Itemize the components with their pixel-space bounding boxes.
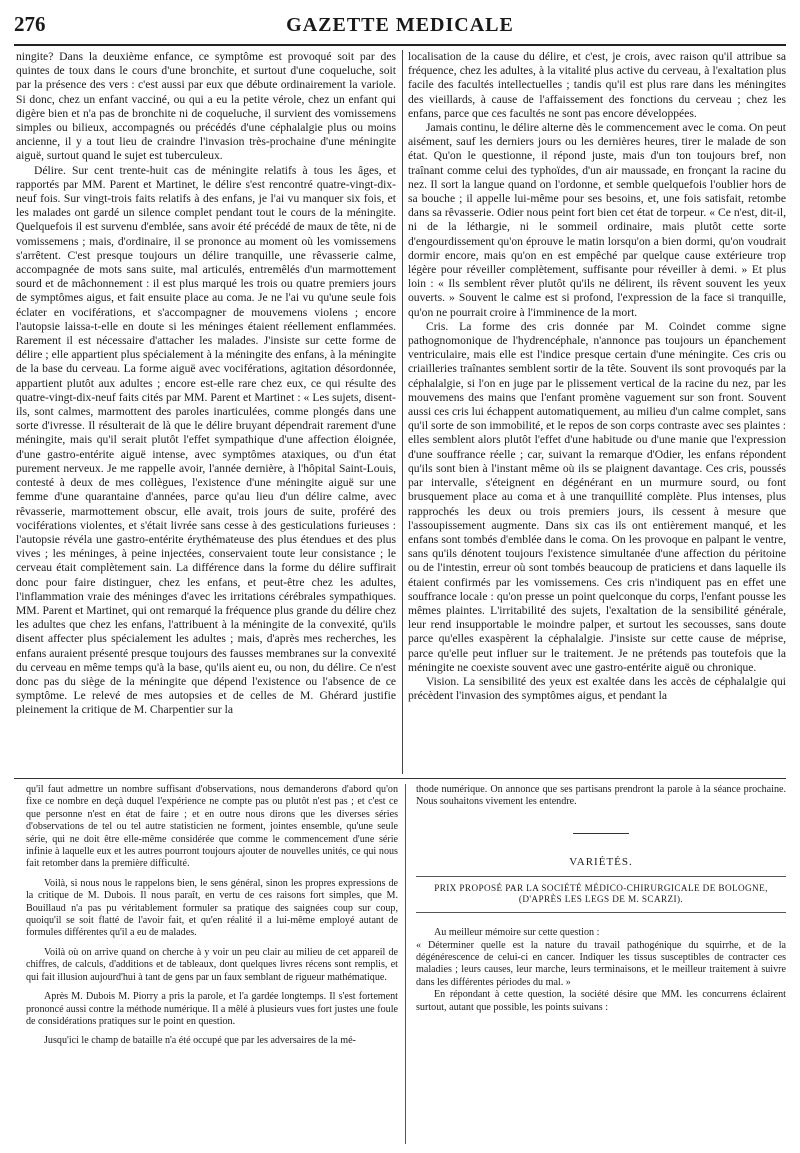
paragraph-statistique: qu'il faut admettre un nombre suffisant d'observations, nous demanderons d'abord qu'on fixe ce nombre en deçà duquel l'expérience ne compte pas ou plutôt n'est pas ; et c'est ce que personne n'est en état de faire ; et en outre nous dirons que les diverses séries d'observations de tel ou tel autre statisticien ne forment, jointes ensemble, qu'une seule série, qui ne doit être elle-même considérée que comme le commencement d'une série infinie à laquelle eux et les autres pourront toujours ajouter de nouvelles unités, ce qui nous fait retomber dans la première difficulté. xyxy=(26,784,398,870)
prize-question: « Déterminer quelle est la nature du travail pathogénique du squirrhe, et de la dégénérescence de celui-ci en cancer. Indiquer les tissus susceptibles de contracter ces maladies ; leurs causes, leur marche, leurs terminaisons, et le meilleur traitement à suivre dans les différentes périodes du mal. » xyxy=(416,939,786,988)
paragraph-cris: Cris. La forme des cris donnée par M. Coindet comme signe pathognomonique de l'hydrencéphale, n'annonce pas toujours un épanchement ventriculaire, mais elle est l'indice presque certain d'une méningite. Ces cris ou criailleries traînantes semblent sortir de la tête. Souvent ils sont provoqués par la céphalalgie, si l'on en juge par le plissement vertical de la racine du nez, par les mouvemens des mains que l'enfant promène vaguement sur son front. Souvent aussi ces cris lui échappent automatiquement, au milieu d'un calme complet, sans qu'il sorte de son immobilité, et le repos de son corps contraste avec ses plaintes : elles semblent alors plutôt l'effet d'une habitude ou d'une manie que l'expression d'une souffrance réelle ; car, suivant la remarque d'Odier, les enfans répondent qu'ils sont bien à l'instant même où ils se plaignent davantage. Ces cris, poussés par intervalle, s'éteignent en dégénérant en un murmure sourd, ou font brusquement place au coma et à une tranquillité complète. Plus intenses, plus rapprochés les deux ou trois premiers jours, ils cessent à mesure que l'assoupissement augmente. Dans six cas ils ont entièrement manqué, et les enfans sont tombés d'emblée dans le coma. On les provoque en palpant le ventre, sans qu'ils dénotent toujours l'existence simultanée d'une affection du péritoine ou de l'intestin, erreur où sont tombés beaucoup de praticiens et dans laquelle ils étaient confirmés par les vomissemens. Ces cris n'indiquent pas en effet une souffrance locale : qu'on presse un point quelconque du corps, l'enfant pousse les mêmes plaintes. L'irritabilité des sujets, l'exaltation de la sensibilité générale, leur rend insupportable le moindre palper, et surtout les secousses, sans doute parce qu'elles exaspèrent la céphalalgie. J'insiste sur cette cause de méprise, parce qu'elle peut influer sur le traitement. Je ne prétends pas toutefois que la méningite ne coexiste souvent avec une gastro-entérite aiguë ou chronique. xyxy=(408,319,786,674)
page-header xyxy=(14,12,786,38)
paragraph-vision: Vision. La sensibilité des yeux est exaltée dans les accès de céphalalgie qui précèdent l'invasion des symptômes aigus, et pendant la xyxy=(408,674,786,703)
right-column xyxy=(408,50,786,774)
header-rule xyxy=(14,44,786,46)
column-divider xyxy=(402,50,403,774)
paragraph-piorry: Après M. Dubois M. Piorry a pris la parole, et l'a gardée longtemps. Il s'est fortement prononcé aussi contre la méthode numérique. Il a mêlé à plusieurs vues fort justes une foule de considérations pratiques sur le point en question. xyxy=(26,991,398,1027)
paragraph-coma: Jamais continu, le délire alterne dès le commencement avec le coma. On peut aisément, sauf les derniers jours ou les dernières heures, tirer le malade de son état. Qu'on le questionne, il répond juste, mais d'un ton toujours bref, non traînant comme celui des typhoïdes, d'un air maussade, en fronçant la racine du nez. Il sort la langue quand on l'ordonne, et semble quelquefois l'oublier hors de sa bouche ; il appelle lui-même pour ses besoins, et, une fois satisfait, retombe dans sa rêvasserie. Odier nous peint fort bien cet état de torpeur. « Ce n'est, dit-il, ni de la léthargie, ni le sommeil ordinaire, mais plutôt cette sorte d'engourdissement qu'on éprouve le matin lorsqu'on a bien dormi, qu'on voudrait dormir encore, mais qu'on en est empêché par quelque cause extérieure trop légère pour réveiller complètement, suffisante pour réveiller à demi. » Et plus loin : « Ils semblent rêver plutôt qu'ils ne délirent, ils rêvent souvent les yeux ouverts. » Souvent le calme est si profond, l'expression de la face si tranquille, qu'on ne pourrait croire à l'imminence de la mort. xyxy=(408,121,786,319)
separator-rule xyxy=(573,833,629,834)
bottom-left-column xyxy=(26,784,398,1144)
masthead-title: GAZETTE MEDICALE xyxy=(286,14,514,36)
bottom-right-column xyxy=(416,784,786,1144)
prize-intro: Au meilleur mémoire sur cette question : xyxy=(434,927,600,939)
prize-heading: PRIX PROPOSÉ PAR LA SOCIÉTÉ MÉDICO-CHIRURGICALE DE BOLOGNE, (D'APRÈS LES LEGS DE M. SCARZI). xyxy=(416,876,786,913)
section-rule xyxy=(14,778,786,779)
page-number: 276 xyxy=(14,12,46,36)
paragraph-methode-numerique: thode numérique. On annonce que ses partisans prendront la parole à la séance prochaine. Nous souhaitons vivement les entendre. xyxy=(416,784,786,808)
bottom-column-divider xyxy=(405,784,406,1144)
prize-closing: En répondant à cette question, la société désire que MM. les concurrens éclairent surtout, autant que possible, les points suivans : xyxy=(416,989,786,1013)
paragraph-critique-dubois: Voilà, si nous nous le rappelons bien, le sens général, sinon les propres expressions de la critique de M. Dubois. Il nous paraît, en vertu de ces raisons fort simples, que M. Bouillaud n'a pas pu véritablement formuler sa pratique des saignées coup sur coup, quoiqu'il se soit flatté de l'avoir fait, et qu'en réalité il a lui-même employé autant de formules différentes qu'il a eu de malades. xyxy=(26,877,398,939)
left-column xyxy=(16,50,396,774)
paragraph-localisation: localisation de la cause du délire, et c'est, je crois, avec raison qu'il attribue sa fréquence, chez les adultes, à la vitalité plus active du cerveau, à l'exaltation plus facile des facultés intellectuelles ; tandis qu'il est plus rare dans les méningites des vieillards, à cause de l'affaissement des fonctions du cerveau ; chez les enfans, parce que ces facultés ne sont pas encore développées. xyxy=(408,50,786,120)
paragraph-champ-bataille: Jusqu'ici le champ de bataille n'a été occupé que par les adversaires de la mé- xyxy=(44,1035,356,1047)
paragraph-delire: Délire. Sur cent trente-huit cas de méningite relatifs à tous les âges, et rapportés par MM. Parent et Martinet, le délire s'est rencontré quatre-vingt-dix-neuf fois. Sur vingt-trois faits relatifs à des enfans, je l'ai vu manquer six fois, et les malades ont gardé un silence complet pendant tout le cours de la méningite. Quelquefois il est survenu d'emblée, sans avoir été précédé de maux de tête, ni de vomissemens ; mais, d'ordinaire, il se prononce au moment où les vomissemens s'arrêtent. C'est presque toujours un délire tranquille, une rêvasserie calme, accompagnée de mots sans suite, mal articulés, entremêlés d'un marmottement sourd et de mâchonnement : il est plus marqué les trois ou quatre premiers jours de symptômes aigus, et fait ensuite place au coma. Je ne l'ai vu qu'une seule fois éclater en vociférations, et s'accompagner de mouvemens violens ; encore l'autopsie laissa-t-elle en doute si les méninges étaient réellement enflammées. Rarement il est nécessaire d'attacher les malades. J'insiste sur cette forme de délire ; elle appartient plus spécialement à la méningite des enfans, à la méningite de la base du cerveau. La forme aiguë avec vociférations, agitation désordonnée, appartient plutôt aux adultes ; encore est-elle rare chez eux, ce qui résulte des quatre-vingt-dix-neuf faits cités par MM. Parent et Martinet : « Les sujets, disent-ils, sont calmes, marmottent des paroles inarticulées, comme plongés dans une sorte d'ivresse. Il résulterait de là que le délire bruyant dépendrait rarement d'une méningite, mais qu'il serait plutôt l'effet sympathique d'une affection éloignée, d'une gastro-entérite aiguë intense, avec symptômes ataxiques, ou d'un état purement nerveux. Je me rappelle avoir, l'année dernière, à l'hôpital Saint-Louis, contesté à deux de mes collègues, l'existence d'une méningite aiguë sur une femme d'une quarantaine d'années, parce qu'au lieu d'un délire calme, avec rêvasserie, marmottement obscur, elle avait, trois jours de suite, proféré des vociférations violentes, et s'était livrée sans cesse à des gesticulations furieuses : l'autopsie révéla une gastro-entérite érythémateuse des plus étendues et des plus vives ; les méninges, à peine injectées, conservaient toute leur consistance ; le cerveau était complètement sain. La différence dans la forme du délire suffirait donc pour faire distinguer, chez les enfans, et peut-être chez les adultes, l'inflammation vraie des méninges d'avec les irritations cérébrales sympathiques. MM. Parent et Martinet, qui ont remarqué la fréquence plus grande du délire chez les adultes que chez les enfans, l'attribuent à la méningite de la convexité, qu'ils disent affecter plus spécialement les adultes ; mais, d'après mes recherches, les enfans auraient présenté presque toujours des fausses membranes sur la convexité du cerveau en même temps qu'à la base, qu'ils aient eu, ou non, du délire. Ce n'est donc pas du siège de la méningite que dépend l'existence ou l'absence de ce symptôme. Le relevé de mes autopsies et de celles de M. Ghérard justifie pleinement la critique de M. Charpentier sur la xyxy=(16,163,396,717)
section-title-varietes: VARIÉTÉS. xyxy=(569,855,633,868)
paragraph-chiffres: Voilà où on arrive quand on cherche à y voir un peu clair au milieu de cet appareil de chiffres, de calculs, d'additions et de tableaux, dont quelques livres récens sont remplis, et qui fait illusion aujourd'hui à tant de gens par un faux semblant de rigueur mathématique. xyxy=(26,946,398,983)
paragraph-vomissements: ningite? Dans la deuxième enfance, ce symptôme est provoqué soit par des quintes de toux dans le cours d'une bronchite, et surtout d'une coqueluche, soit par la présence des vers : c'est aussi par eux que débute ordinairement la variole. Si donc, chez un enfant vacciné, ou qui a eu la petite vérole, chez un enfant qui digère bien et n'a pas de bronchite ni de coqueluche, il survient des vomissemens simples ou bilieux, accompagnés ou précédés d'une céphalalgie plus ou moins ancienne, il y a tout lieu de craindre l'invasion très-prochaine d'une méningite aiguë, surtout quand le sujet est tuberculeux. xyxy=(16,50,396,163)
